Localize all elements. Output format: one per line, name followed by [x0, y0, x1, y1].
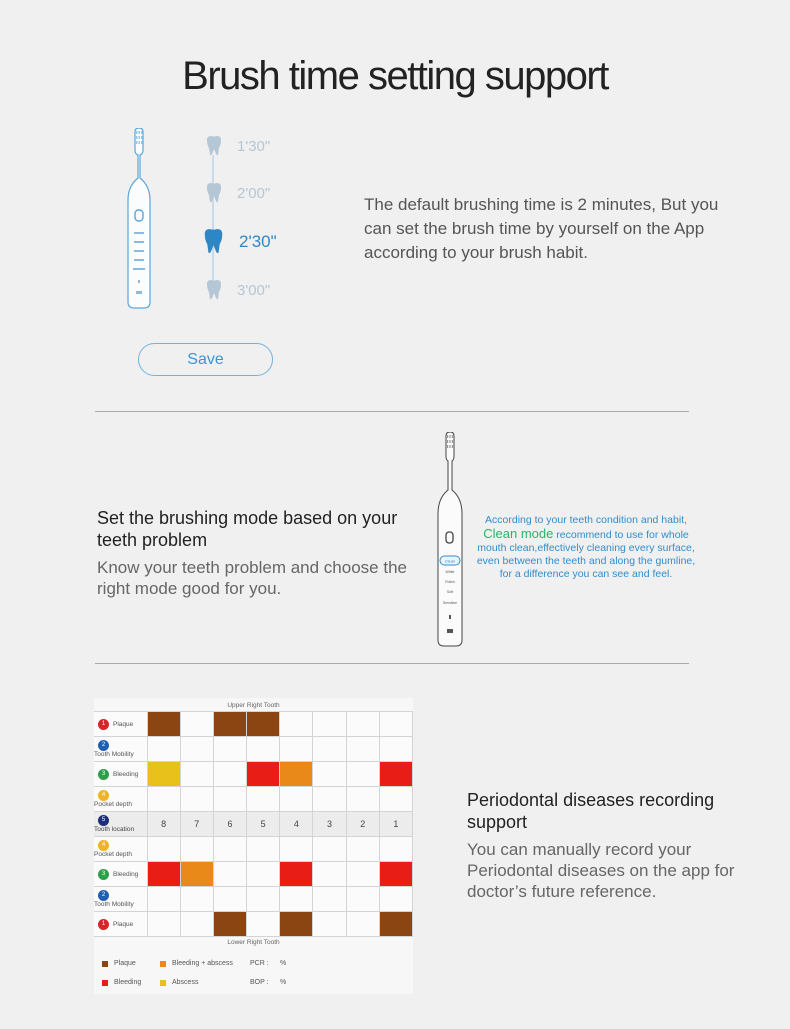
chart-cell-empty[interactable]	[379, 737, 412, 762]
row-number-badge: 3	[98, 869, 109, 880]
row-label-text: Bleeding	[113, 870, 139, 878]
chart-cell-empty[interactable]	[346, 737, 379, 762]
legend-bleeding-abscess: Bleeding + abscess	[172, 960, 233, 967]
legend-plaque: Plaque	[114, 960, 136, 967]
tooth-icon	[205, 183, 223, 203]
chart-cell-plaque[interactable]	[247, 712, 280, 737]
chart-row	[94, 762, 413, 787]
chart-cell-empty[interactable]	[346, 862, 379, 887]
chart-row	[94, 912, 413, 937]
row-number-badge: 1	[98, 719, 109, 730]
chart-legend	[102, 954, 402, 992]
chart-cell-empty[interactable]	[280, 737, 313, 762]
bop-unit: %	[280, 979, 287, 986]
row-number-badge: 3	[98, 769, 109, 780]
row-label-text: Plaque	[113, 920, 134, 928]
brush-time-description: The default brushing time is 2 minutes, But you can set the brush time by yourself on the App according to your brush habit.	[364, 195, 719, 262]
chart-cell-empty[interactable]	[346, 787, 379, 812]
time-option-3-00[interactable]	[205, 280, 270, 300]
time-label: 3'00"	[237, 281, 271, 299]
tooth-icon	[205, 280, 223, 300]
chart-cell-plaque[interactable]	[213, 712, 246, 737]
chart-cell-plaque[interactable]	[213, 912, 246, 937]
row-label-text: Tooth location	[94, 825, 135, 833]
chart-cell-empty[interactable]	[147, 887, 180, 912]
chart-cell-empty[interactable]	[247, 837, 280, 862]
chart-row	[94, 887, 413, 912]
time-label: 1'30"	[237, 137, 271, 155]
section-divider	[95, 411, 689, 412]
tooth-location-cell: 6	[213, 812, 246, 837]
chart-cell-bleeding[interactable]	[280, 862, 313, 887]
chart-cell-empty[interactable]	[213, 862, 246, 887]
bleeding-abscess-swatch	[160, 961, 166, 967]
chart-cell-empty[interactable]	[247, 737, 280, 762]
clean-mode-note	[476, 514, 696, 581]
note-body: recommend to use for whole mouth clean,effectively cleaning every surface, even between the teeth and along the gumline, for a difference you can see and feel.	[476, 529, 696, 580]
chart-cell-empty[interactable]	[213, 762, 246, 787]
chart-cell-empty[interactable]	[213, 737, 246, 762]
chart-cell-plaque[interactable]	[379, 912, 412, 937]
time-option-1-30[interactable]	[205, 136, 270, 156]
chart-cell-plaque[interactable]	[280, 912, 313, 937]
periodontal-text	[467, 789, 767, 902]
plaque-swatch	[102, 961, 108, 967]
mode-label-clean: Clean	[444, 558, 456, 564]
chart-cell-bleeding[interactable]	[247, 762, 280, 787]
row-label-text: Pocket depth	[94, 850, 132, 858]
chart-cell-plaque[interactable]	[147, 712, 180, 737]
brushing-mode-heading: Set the brushing mode based on your teeth problem	[97, 508, 398, 550]
row-number-badge: 2	[98, 740, 109, 751]
note-intro: According to your teeth condition and habit,	[485, 514, 687, 526]
chart-row	[94, 712, 413, 737]
chart-cell-empty[interactable]	[346, 837, 379, 862]
chart-cell-empty[interactable]	[346, 712, 379, 737]
row-label	[94, 737, 147, 762]
tooth-location-cell: 4	[280, 812, 313, 837]
row-label-text: Pocket depth	[94, 800, 132, 808]
row-label-text: Tooth Mobility	[94, 900, 134, 908]
abscess-swatch	[160, 980, 166, 986]
chart-cell-empty[interactable]	[213, 787, 246, 812]
row-label	[94, 762, 147, 787]
bleeding-swatch	[102, 980, 108, 986]
row-label-text: Bleeding	[113, 770, 139, 778]
row-number-badge: 4	[98, 840, 109, 851]
chart-row	[94, 862, 413, 887]
chart-cell-empty[interactable]	[346, 762, 379, 787]
chart-cell-empty[interactable]	[247, 887, 280, 912]
chart-cell-empty[interactable]	[147, 737, 180, 762]
chart-cell-bleeding[interactable]	[147, 862, 180, 887]
periodontal-heading: Periodontal diseases recording support	[467, 790, 715, 832]
brushing-mode-subtext: Know your teeth problem and choose the right mode good for you.	[97, 558, 407, 598]
legend-abscess: Abscess	[172, 979, 199, 986]
brushing-mode-text	[97, 507, 417, 599]
bop-label: BOP :	[250, 979, 269, 986]
tooth-icon	[202, 229, 225, 254]
periodontal-grid	[94, 711, 413, 937]
periodontal-subtext: You can manually record your Periodontal diseases on the app for doctor’s future reference.	[467, 840, 735, 901]
save-button[interactable]: Save	[138, 343, 273, 376]
chart-cell-empty[interactable]	[213, 837, 246, 862]
chart-cell-empty[interactable]	[180, 762, 213, 787]
lower-right-tooth-caption: Lower Right Tooth	[227, 939, 280, 946]
chart-row	[94, 787, 413, 812]
row-number-badge: 2	[98, 890, 109, 901]
row-label	[94, 712, 147, 737]
chart-cell-empty[interactable]	[313, 837, 346, 862]
mode-label-white: White	[445, 570, 455, 574]
chart-cell-empty[interactable]	[313, 912, 346, 937]
tooth-location-cell: 3	[313, 812, 346, 837]
row-number-badge: 5	[98, 815, 109, 826]
tooth-location-cell: 5	[247, 812, 280, 837]
chart-cell-empty[interactable]	[346, 912, 379, 937]
legend-bleeding: Bleeding	[114, 979, 142, 986]
chart-cell-empty[interactable]	[280, 787, 313, 812]
chart-cell-empty[interactable]	[147, 787, 180, 812]
chart-cell-empty[interactable]	[180, 712, 213, 737]
chart-cell-bleeding[interactable]	[379, 862, 412, 887]
clean-mode-label: Clean mode	[483, 526, 554, 541]
row-label-text: Tooth Mobility	[94, 750, 134, 758]
chart-cell-empty[interactable]	[313, 887, 346, 912]
chart-cell-empty[interactable]	[213, 887, 246, 912]
tooth-icon	[205, 136, 223, 156]
chart-cell-empty[interactable]	[313, 787, 346, 812]
tooth-location-cell: 7	[180, 812, 213, 837]
chart-cell-empty[interactable]	[180, 912, 213, 937]
chart-cell-empty[interactable]	[280, 712, 313, 737]
row-label	[94, 812, 147, 837]
chart-cell-bleeding-abscess[interactable]	[180, 862, 213, 887]
chart-cell-empty[interactable]	[147, 837, 180, 862]
pcr-label: PCR :	[250, 960, 269, 967]
chart-cell-bleeding-abscess[interactable]	[280, 762, 313, 787]
row-number-badge: 4	[98, 790, 109, 801]
row-label	[94, 912, 147, 937]
row-label-text: Plaque	[113, 720, 134, 728]
time-timeline	[212, 155, 214, 287]
chart-cell-empty[interactable]	[280, 837, 313, 862]
chart-cell-empty[interactable]	[247, 912, 280, 937]
page-title: Brush time setting support	[182, 54, 608, 98]
mode-label-sensitive: Sensitive	[442, 601, 458, 605]
mode-label-polish: Polish	[445, 580, 455, 584]
row-label	[94, 787, 147, 812]
chart-cell-empty[interactable]	[313, 712, 346, 737]
tooth-location-cell: 2	[346, 812, 379, 837]
tooth-location-cell: 8	[147, 812, 180, 837]
row-number-badge: 1	[98, 919, 109, 930]
chart-cell-empty[interactable]	[180, 837, 213, 862]
chart-cell-empty[interactable]	[313, 862, 346, 887]
toothbrush-mode-illustration	[434, 432, 466, 648]
chart-row	[94, 737, 413, 762]
chart-cell-empty[interactable]	[180, 737, 213, 762]
chart-cell-empty[interactable]	[379, 712, 412, 737]
chart-cell-empty[interactable]	[379, 887, 412, 912]
time-option-2-00[interactable]	[205, 183, 270, 203]
chart-cell-empty[interactable]	[247, 787, 280, 812]
mode-label-soft: Soft	[446, 590, 454, 594]
row-label	[94, 862, 147, 887]
time-option-2-30-selected[interactable]	[202, 229, 277, 254]
chart-cell-empty[interactable]	[313, 737, 346, 762]
chart-cell-empty[interactable]	[247, 862, 280, 887]
time-label: 2'30"	[239, 231, 277, 251]
chart-cell-empty[interactable]	[346, 887, 379, 912]
chart-row	[94, 812, 413, 837]
tooth-location-cell: 1	[379, 812, 412, 837]
chart-cell-empty[interactable]	[379, 787, 412, 812]
chart-cell-abscess[interactable]	[147, 762, 180, 787]
section-divider	[95, 663, 689, 664]
row-label	[94, 837, 147, 862]
toothbrush-illustration	[118, 128, 160, 310]
chart-row	[94, 837, 413, 862]
time-label: 2'00"	[237, 184, 271, 202]
chart-cell-empty[interactable]	[180, 887, 213, 912]
row-label	[94, 887, 147, 912]
chart-cell-empty[interactable]	[313, 762, 346, 787]
chart-cell-bleeding[interactable]	[379, 762, 412, 787]
periodontal-chart	[94, 698, 413, 994]
chart-cell-empty[interactable]	[180, 787, 213, 812]
upper-right-tooth-caption: Upper Right Tooth	[227, 702, 280, 709]
chart-cell-empty[interactable]	[379, 837, 412, 862]
chart-cell-empty[interactable]	[147, 912, 180, 937]
chart-cell-empty[interactable]	[280, 887, 313, 912]
pcr-unit: %	[280, 960, 287, 967]
